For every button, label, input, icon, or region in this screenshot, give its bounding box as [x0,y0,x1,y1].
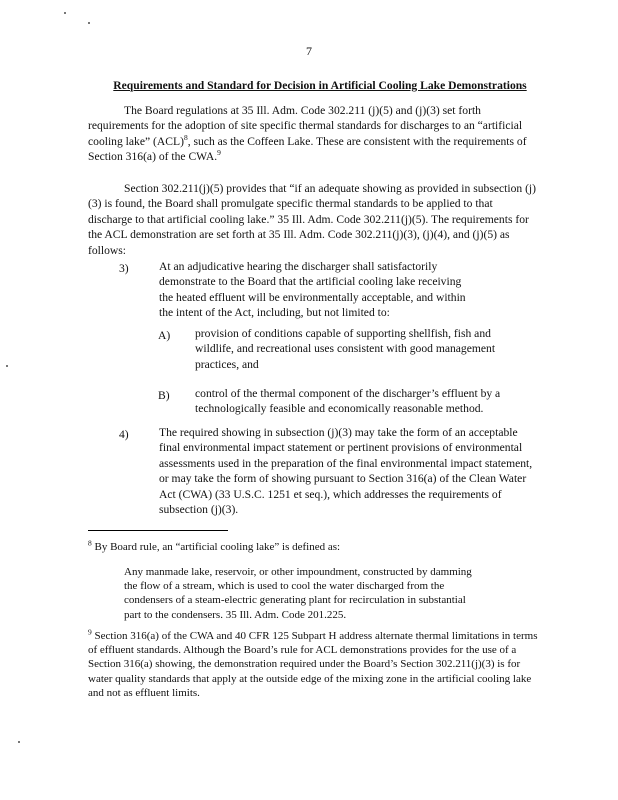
footnote-8-quote: Any manmade lake, reservoir, or other impoundment, constructed by damming the flow of a stream, which is used to cool the water discharged from the condensers of a steam-electric generating plant for recirculation in substantial part to the condensers. 35 Ill. Adm. Code 201.225. [124,566,472,621]
sub-b-text: control of the thermal component of the discharger’s effluent by a technologically feasible and economically reasonable method. [195,387,501,416]
footnote-separator [88,530,228,531]
item-3-text: At an adjudicative hearing the discharger shall satisfactorily demonstrate to the Board that the artificial cooling lake receiving the heated effluent will be environmentally acceptable, and within the intent of the Act, including, but not limited to: [159,260,466,320]
footnote-8-intro: By Board rule, an “artificial cooling lake” is defined as: [94,541,341,553]
sub-b-label: B) [158,389,170,402]
footnote-8 [88,540,548,554]
footnote-9 [88,629,540,700]
item-3-number: 3) [119,262,129,275]
scan-speck [88,22,90,24]
paragraph-1-text-continued: , such as the Coffeen Lake. These are consistent with the requirements of Section 316(a) of the CWA. [88,134,527,164]
section-heading: Requirements and Standard for Decision in Artificial Cooling Lake Demonstrations [113,79,527,92]
paragraph-1 [88,103,536,165]
footnote-ref-8: 8 [183,132,188,142]
paragraph-2-text: Section 302.211(j)(5) provides that “if an adequate showing as provided in subsection (j)(3) is found, the Board shall promulgate specific thermal standards to be applied to that discharge to that artificial cooling lake.” 35 Ill. Adm. Code 302.211(j)(5). The requirements for the ACL demonstration are set forth at 35 Ill. Adm. Code 302.211(j)(3), (j)(4), and (j)(5) as follows: [88,182,537,257]
page-number: 7 [306,44,312,58]
footnote-9-number: 9 [88,627,92,637]
paragraph-1-text: The Board regulations at 35 Ill. Adm. Code 302.211 (j)(5) and (j)(3) set forth requirements for the adoption of site specific thermal standards for discharges to an “artificial cooling lake” (ACL) [88,104,523,148]
sub-a-label: A) [158,329,171,342]
footnote-8-number: 8 [88,538,92,548]
item-4-number: 4) [119,428,129,441]
footnote-ref-9: 9 [217,148,221,158]
paragraph-2 [88,181,536,258]
footnote-9-text: Section 316(a) of the CWA and 40 CFR 125 Subpart H address alternate thermal limitations in terms of effluent standards. Although the Board’s rule for ACL demonstrations provides for the use of a Section 316(a) showing, the demonstration required under the Board’s Section 302.211(j)(3) is for water quality standards that apply at the outside edge of the mixing zone in the artificial cooling lake and not as effluent limits. [88,630,538,699]
item-4-text: The required showing in subsection (j)(3) may take the form of an acceptable final environmental impact statement or pertinent provisions of environmental assessments used in the preparation of the final environmental impact statement, or may take the form of showing pursuant to Section 316(a) of the Clean Water Act (CWA) (33 U.S.C. 1251 et seq.), which addresses the requirements of subsection (j)(3). [159,426,533,517]
scan-speck [64,12,66,14]
scan-speck [18,741,20,743]
scan-speck [6,365,8,367]
sub-a-text: provision of conditions capable of supporting shellfish, fish and wildlife, and recreational uses consistent with good management practices, and [195,327,496,371]
